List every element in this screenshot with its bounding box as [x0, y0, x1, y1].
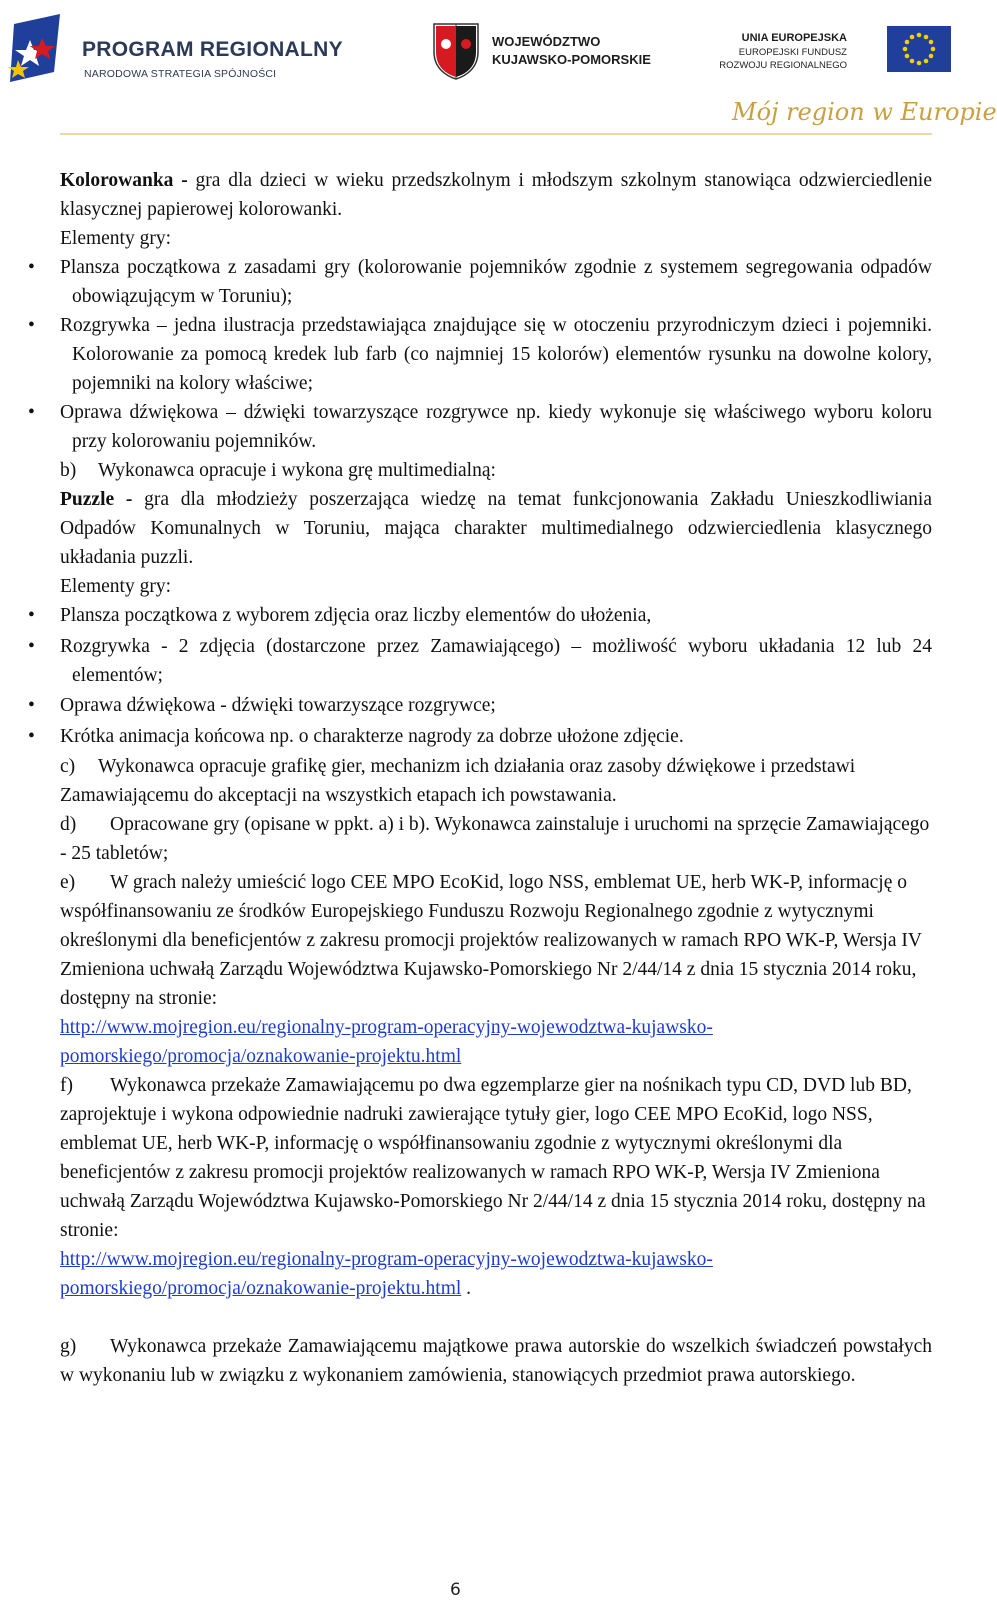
header-divider [60, 133, 932, 135]
section-f-link-suffix: . [461, 1278, 472, 1299]
program-title: PROGRAM REGIONALNY [82, 38, 343, 61]
bullet-icon: • [28, 605, 35, 626]
bullet-icon: • [28, 635, 35, 657]
elements-label-1: Elementy gry: [60, 228, 172, 249]
section-c [60, 752, 932, 810]
kolorowanka-elements-list [28, 253, 932, 456]
program-regionalny-logo [8, 10, 348, 96]
section-f-link[interactable]: http://www.mojregion.eu/regionalny-program-operacyjny-wojewodztwa-kujawsko-pomorskiego/promocja/oznakowanie-projektu.html [60, 1249, 713, 1299]
voivodeship-line-1: WOJEWÓDZTWO [492, 34, 601, 49]
page-number: 6 [450, 1580, 461, 1600]
kolorowanka-description: gra dla dzieci w wieku przedszkolnym i młodszym szkolnym stanowiąca odzwierciedlenie klasycznej papierowej kolorowanki. [60, 170, 932, 220]
section-b-text: Wykonawca opracuje i wykona grę multimedialną: [98, 460, 496, 481]
puzzle-paragraph [60, 485, 932, 572]
kolorowanka-title: Kolorowanka - [60, 170, 188, 191]
puzzle-title: Puzzle - [60, 489, 133, 510]
list-item [28, 398, 932, 456]
eu-flag-icon [887, 26, 951, 72]
bullet-icon: • [28, 257, 35, 278]
section-g [60, 1332, 932, 1390]
voivodeship-logo [432, 22, 662, 82]
section-f-label: f) [60, 1075, 73, 1096]
list-item [28, 691, 932, 720]
list-item-text: Plansza początkowa z wyborem zdjęcia oraz liczby elementów do ułożenia, [60, 605, 652, 626]
section-d [60, 810, 932, 868]
list-item-text: Krótka animacja końcowa np. o charakterze nagrody za dobrze ułożone zdjęcie. [60, 725, 684, 747]
eu-line-2: EUROPEJSKI FUNDUSZ [738, 47, 847, 58]
list-item-text: Oprawa dźwiękowa – dźwięki towarzyszące rozgrywce np. kiedy wykonuje się właściwego wyboru koloru przy kolorowaniu pojemników. [60, 402, 932, 452]
bullet-icon: • [28, 695, 35, 716]
section-d-label: d) [60, 814, 77, 835]
bullet-icon: • [28, 315, 35, 336]
list-item [28, 253, 932, 311]
list-item-text: Rozgrywka - 2 zdjęcia (dostarczone przez Zamawiającego) – możliwość wyboru układania 12 lub 24 elementów; [60, 635, 932, 686]
tagline: Mój region w Europie [732, 98, 997, 126]
section-c-label: c) [60, 756, 76, 777]
section-e-link[interactable]: http://www.mojregion.eu/regionalny-program-operacyjny-wojewodztwa-kujawsko-pomorskiego/promocja/oznakowanie-projektu.html [60, 1017, 713, 1067]
section-f [60, 1071, 932, 1303]
list-item-text: Rozgrywka – jedna ilustracja przedstawiająca znajdujące się w otoczeniu przyrodniczym dzieci i pojemniki. Kolorowanie za pomocą kredek lub farb (co najmniej 15 kolorów) elementów rysunku na dowolne kolory, pojemniki na kolory właściwe; [60, 315, 932, 394]
list-item-text: Oprawa dźwiękowa - dźwięki towarzyszące rozgrywce; [60, 695, 496, 716]
section-g-text: Wykonawca przekaże Zamawiającemu majątkowe prawa autorskie do wszelkich świadczeń powstałych w wykonaniu lub w związku z wykonaniem zamówienia, stanowiących przedmiot prawa autorskiego. [60, 1336, 932, 1386]
section-c-text: Wykonawca opracuje grafikę gier, mechanizm ich działania oraz zasoby dźwiękowe i przedstawi Zamawiającemu do akceptacji na wszystkich etapach ich powstawania. [60, 756, 856, 806]
eu-line-3: ROZWOJU REGIONALNEGO [719, 60, 847, 71]
spacer [60, 1303, 932, 1332]
eu-logo [716, 26, 951, 82]
list-item [28, 632, 932, 690]
section-e-text: W grach należy umieścić logo CEE MPO EcoKid, logo NSS, emblemat UE, herb WK-P, informację o współfinansowaniu ze środków Europejskiego Funduszu Rozwoju Regionalnego zgodnie z wytycznymi określonymi dla beneficjentów z zakresu promocji projektów realizowanych w ramach RPO WK-P, Wersja IV Zmieniona uchwałą Zarządu Województwa Kujawsko-Pomorskiego Nr 2/44/14 z dnia 15 stycznia 2014 roku, dostępny na stronie: [60, 872, 922, 1009]
kolorowanka-paragraph [60, 166, 932, 224]
section-d-text: Opracowane gry (opisane w ppkt. a) i b). Wykonawca zainstaluje i uruchomi na sprzęcie Zamawiającego - 25 tabletów; [60, 814, 930, 864]
document-body [28, 166, 933, 1390]
eu-line-1: UNIA EUROPEJSKA [741, 32, 847, 44]
voivodeship-coat-of-arms-icon [432, 22, 480, 80]
puzzle-elements-list [28, 601, 932, 751]
document-header [0, 0, 997, 140]
list-item-text: Plansza początkowa z zasadami gry (kolorowanie pojemników zgodnie z systemem segregowania odpadów obowiązującym w Toruniu); [60, 257, 932, 307]
section-g-label: g) [60, 1336, 77, 1357]
list-item [28, 601, 932, 630]
voivodeship-line-2: KUJAWSKO-POMORSKIE [492, 52, 651, 67]
section-b [60, 456, 932, 485]
bullet-icon: • [28, 402, 35, 423]
bullet-icon: • [28, 725, 35, 747]
section-b-label: b) [60, 460, 77, 481]
star-flag-icon [8, 10, 76, 94]
elements-label-2: Elementy gry: [60, 576, 172, 597]
section-f-text: Wykonawca przekaże Zamawiającemu po dwa egzemplarze gier na nośnikach typu CD, DVD lub BD, zaprojektuje i wykona odpowiednie nadruki zawierające tytuły gier, logo CEE MPO EcoKid, logo NSS, emblemat UE, herb WK-P, informację o współfinansowaniu zgodnie z wytycznymi określonymi dla beneficjentów z zakresu promocji projektów realizowanych w ramach RPO WK-P, Wersja IV Zmieniona uchwałą Zarządu Województwa Kujawsko-Pomorskiego Nr 2/44/14 z dnia 15 stycznia 2014 roku, dostępny na stronie: [60, 1075, 926, 1241]
list-item [28, 311, 932, 398]
list-item [28, 722, 932, 751]
section-e [60, 868, 932, 1071]
program-subtitle: NARODOWA STRATEGIA SPÓJNOŚCI [84, 68, 277, 80]
section-e-label: e) [60, 872, 76, 893]
puzzle-description: gra dla młodzieży poszerzająca wiedzę na temat funkcjonowania Zakładu Unieszkodliwiania Odpadów Komunalnych w Toruniu, mająca charakter multimedialnego odzwierciedlenia klasycznego układania puzzli. [60, 489, 933, 568]
